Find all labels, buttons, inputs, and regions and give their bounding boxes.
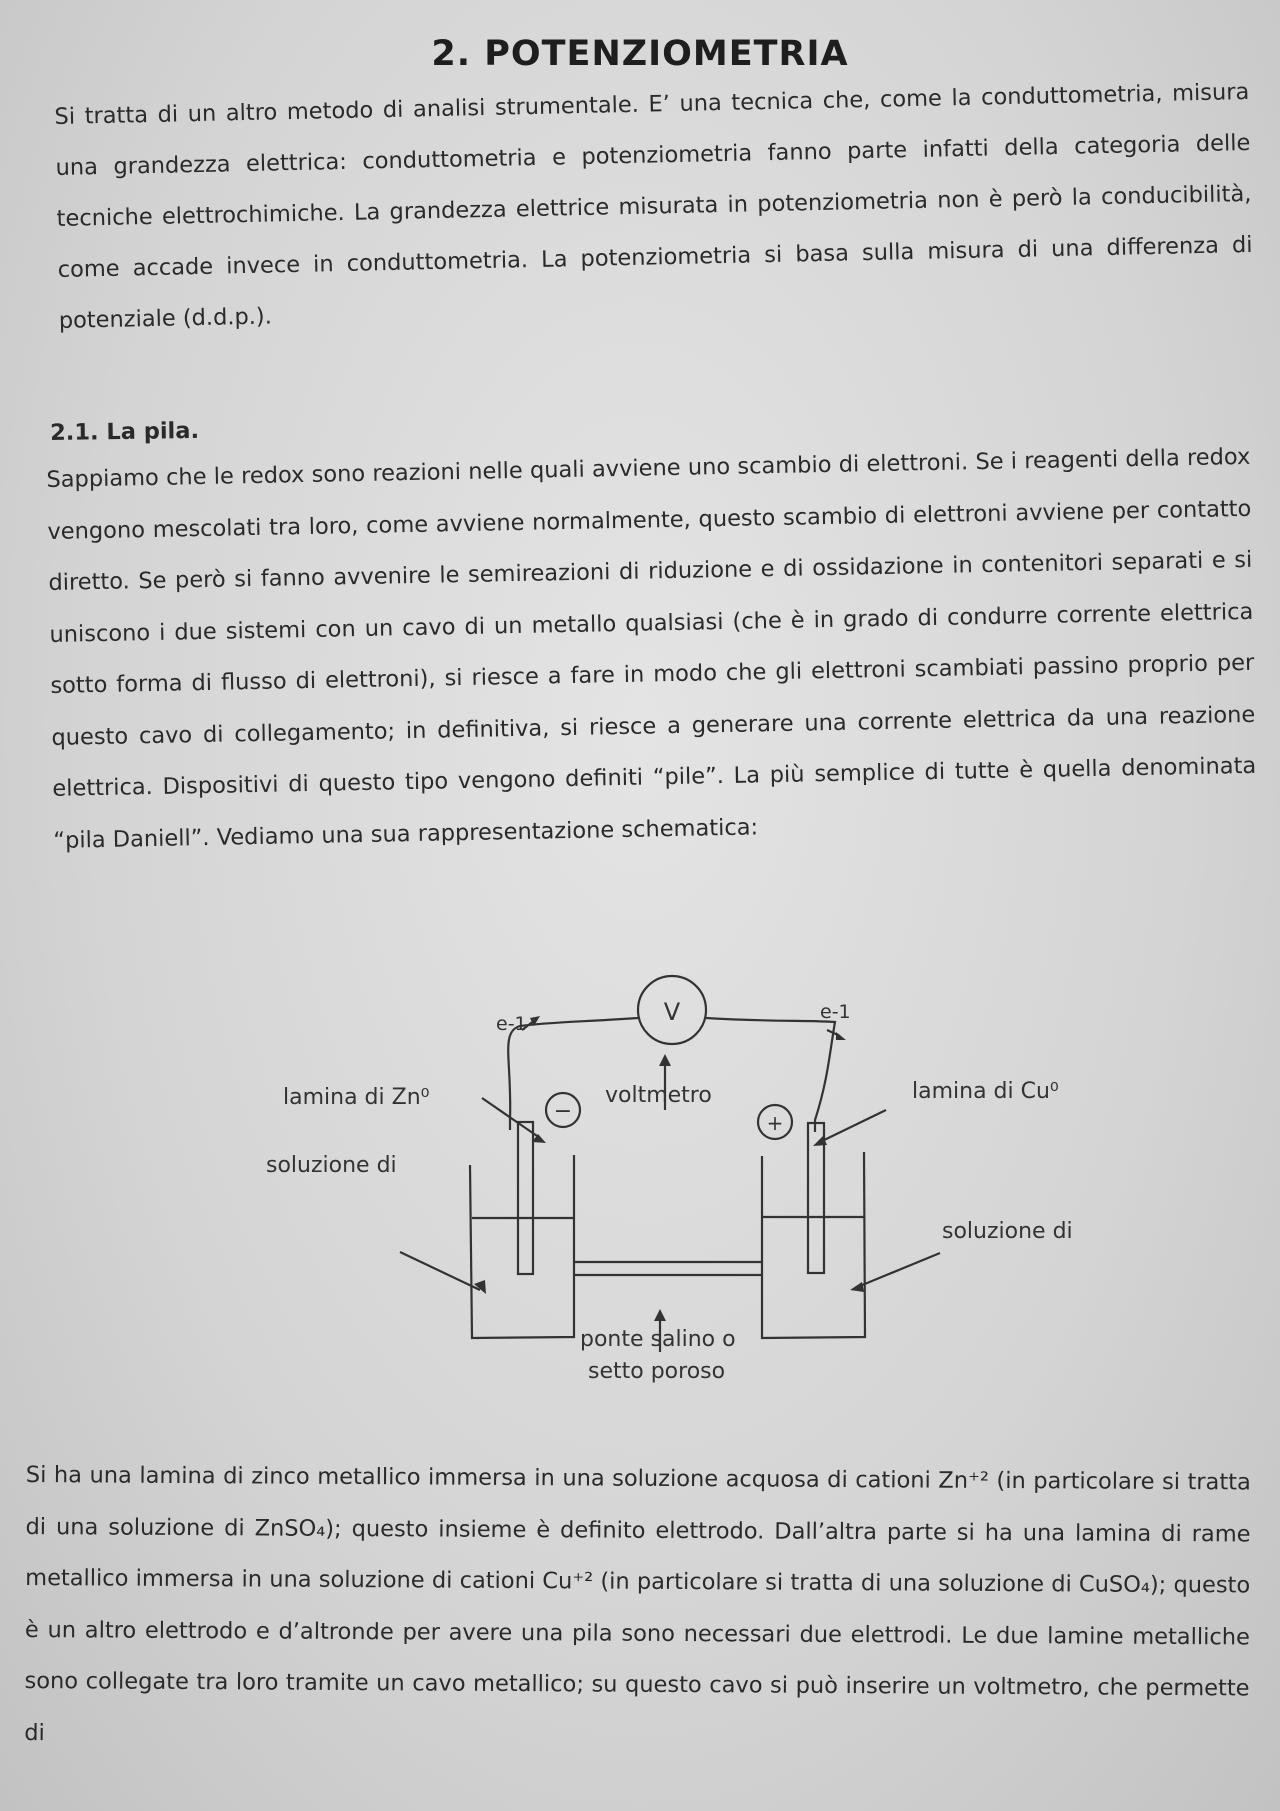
solution-left-label: soluzione di — [266, 1153, 397, 1178]
bottom-paragraph: Si ha una lamina di zinco metallico immersa in una soluzione acquosa di cationi Zn⁺² (in particolare si tratta di una soluzione di ZnSO₄); questo insieme è definito elettrodo. Dall’altra parte si ha una lamina di rame metallico immersa in una soluzione di cationi Cu⁺² (in particolare si tratta di una soluzione di CuSO₄); questo è un altro elettrodo e d’altronde per avere una pila sono necessari due elettrodi. Le due lamine metalliche sono collegate tra loro tramite un cavo metallico; su questo cavo si può inserire un voltmetro, che permette di — [24, 1461, 1251, 1746]
minus-sign: − — [553, 1099, 573, 1124]
electron-left-label: e-1 — [496, 1013, 527, 1035]
electron-right-label: e-1 — [820, 1001, 851, 1023]
voltmeter-label: voltmetro — [605, 1083, 712, 1108]
solution-right-label: soluzione di — [942, 1219, 1073, 1244]
left-beaker — [470, 1155, 574, 1338]
section-heading: 2.1. La pila. — [50, 417, 200, 446]
voltmeter-symbol: V — [663, 998, 681, 1026]
bridge-label-2: setto poroso — [588, 1359, 726, 1384]
plus-sign: + — [766, 1111, 784, 1135]
zn-electrode — [518, 1122, 533, 1274]
zn-label: lamina di Zn⁰ — [283, 1085, 430, 1110]
page-title: 2. POTENZIOMETRIA — [431, 34, 849, 74]
intro-paragraph: Si tratta di un altro metodo di analisi strumentale. E’ una tecnica che, come la conduttometria, misura una grandezza elettrica: conduttometria e potenziometria fanno parte infatti della categoria delle tecniche elettrochimiche. La grandezza elettrice misurata in potenziometria non è però la conducibilità, come accade invece in conduttometria. La potenziometria si basa sulla misura di una differenza di potenziale (d.d.p.). — [54, 78, 1253, 334]
cu-label: lamina di Cu⁰ — [912, 1079, 1059, 1104]
section-paragraph: Sappiamo che le redox sono reazioni nelle quali avviene uno scambio di elettroni. Se i reagenti della redox vengono mescolati tra loro, come avviene normalmente, questo scambio di elettroni avviene per contatto diretto. Se però si fanno avvenire le semireazioni di riduzione e di ossidazione in contenitori separati e si uniscono i due sistemi con un cavo di un metallo qualsiasi (che è in grado di condurre corrente elettrica sotto forma di flusso di elettroni), si riesce a fare in modo che gli elettroni scambiati passino proprio per questo cavo di collegamento; in definitiva, si riesce a generare una corrente elettrica da una reazione elettrica. Dispositivi di questo tipo vengono definiti “pile”. La più semplice di tutte è quella denominata “pila Daniell”. Vediamo una sua rappresentazione schematica: — [46, 443, 1257, 854]
bridge-label-1: ponte salino o — [580, 1327, 736, 1352]
right-beaker — [762, 1152, 865, 1338]
wire-left — [508, 1018, 638, 1130]
daniell-cell-diagram — [250, 960, 1073, 1400]
